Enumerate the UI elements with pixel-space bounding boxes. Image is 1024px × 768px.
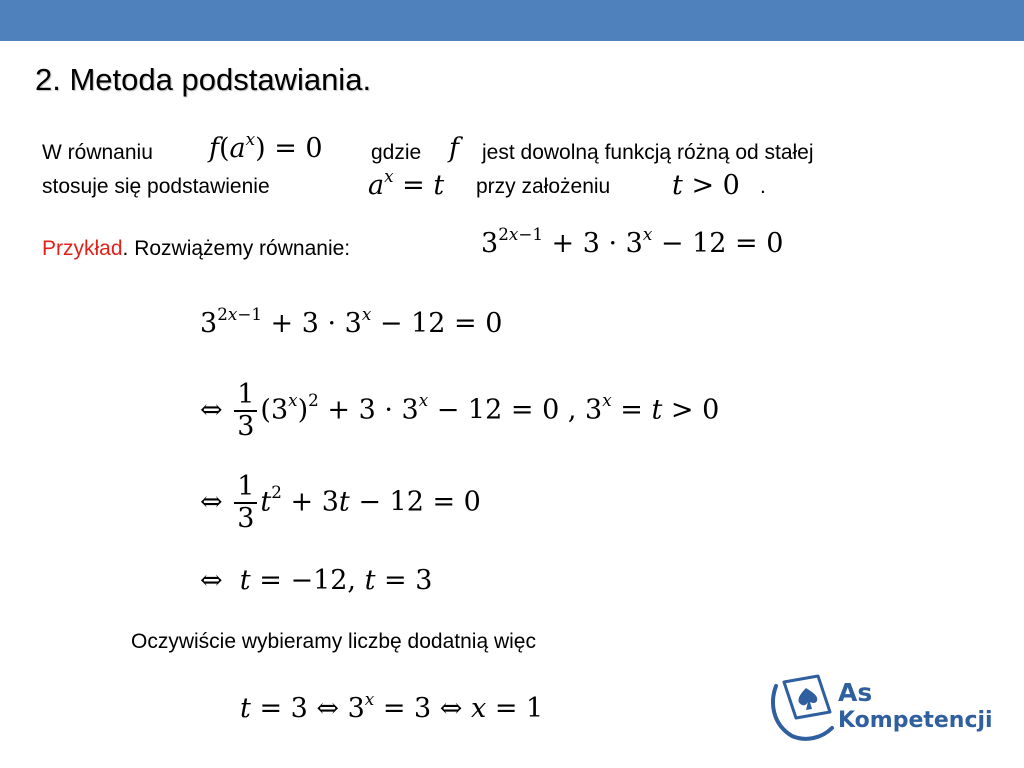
step-2: ⇔ $\frac{1}{3}$ $(3^x)^2 + 3 \cdot 3^x - 12 = 0$ , $3^x = t > 0$	[200, 379, 720, 442]
example-equation: $3^{2x-1} + 3 \cdot 3^x - 12 = 0$	[481, 223, 784, 259]
step-3: ⇔ $\frac{1}{3}$ $t^2 + 3t - 12 = 0$	[200, 471, 481, 534]
top-bar	[0, 0, 1024, 41]
intro-function-symbol: f	[449, 133, 459, 164]
step-4: ⇔ t = −12, t = 3	[200, 565, 433, 596]
intro-text-2: gdzie	[371, 141, 422, 164]
logo-line-1: As	[838, 678, 873, 707]
intro-text-3: jest dowolną funkcją różną od stałej	[482, 141, 814, 164]
intro-period: .	[760, 175, 766, 198]
logo-line-2: Kompetencji	[838, 708, 993, 733]
example-text: . Rozwiążemy równanie:	[122, 237, 351, 260]
intro-text-5: przy założeniu	[476, 175, 611, 198]
example-line	[42, 236, 350, 262]
intro-text-1: W równaniu	[42, 141, 153, 164]
intro-equation-f: $f(a^x) = 0$	[209, 128, 323, 164]
final-equation: t = 3 ⇔ $3^x = 3$ ⇔ x = 1	[240, 688, 544, 724]
step-1: $3^{2x-1} + 3 \cdot 3^x - 12 = 0$	[200, 303, 503, 339]
slide-title: 2. Metoda podstawiania.	[35, 62, 372, 97]
intro-substitution: $a^x = t$	[368, 165, 445, 201]
intro-text-4: stosuje się podstawienie	[42, 175, 270, 198]
intro-condition: t > 0	[672, 170, 740, 201]
example-label: Przykład	[42, 237, 123, 260]
conclusion-text: Oczywiście wybieramy liczbę dodatnią więc	[131, 630, 536, 653]
